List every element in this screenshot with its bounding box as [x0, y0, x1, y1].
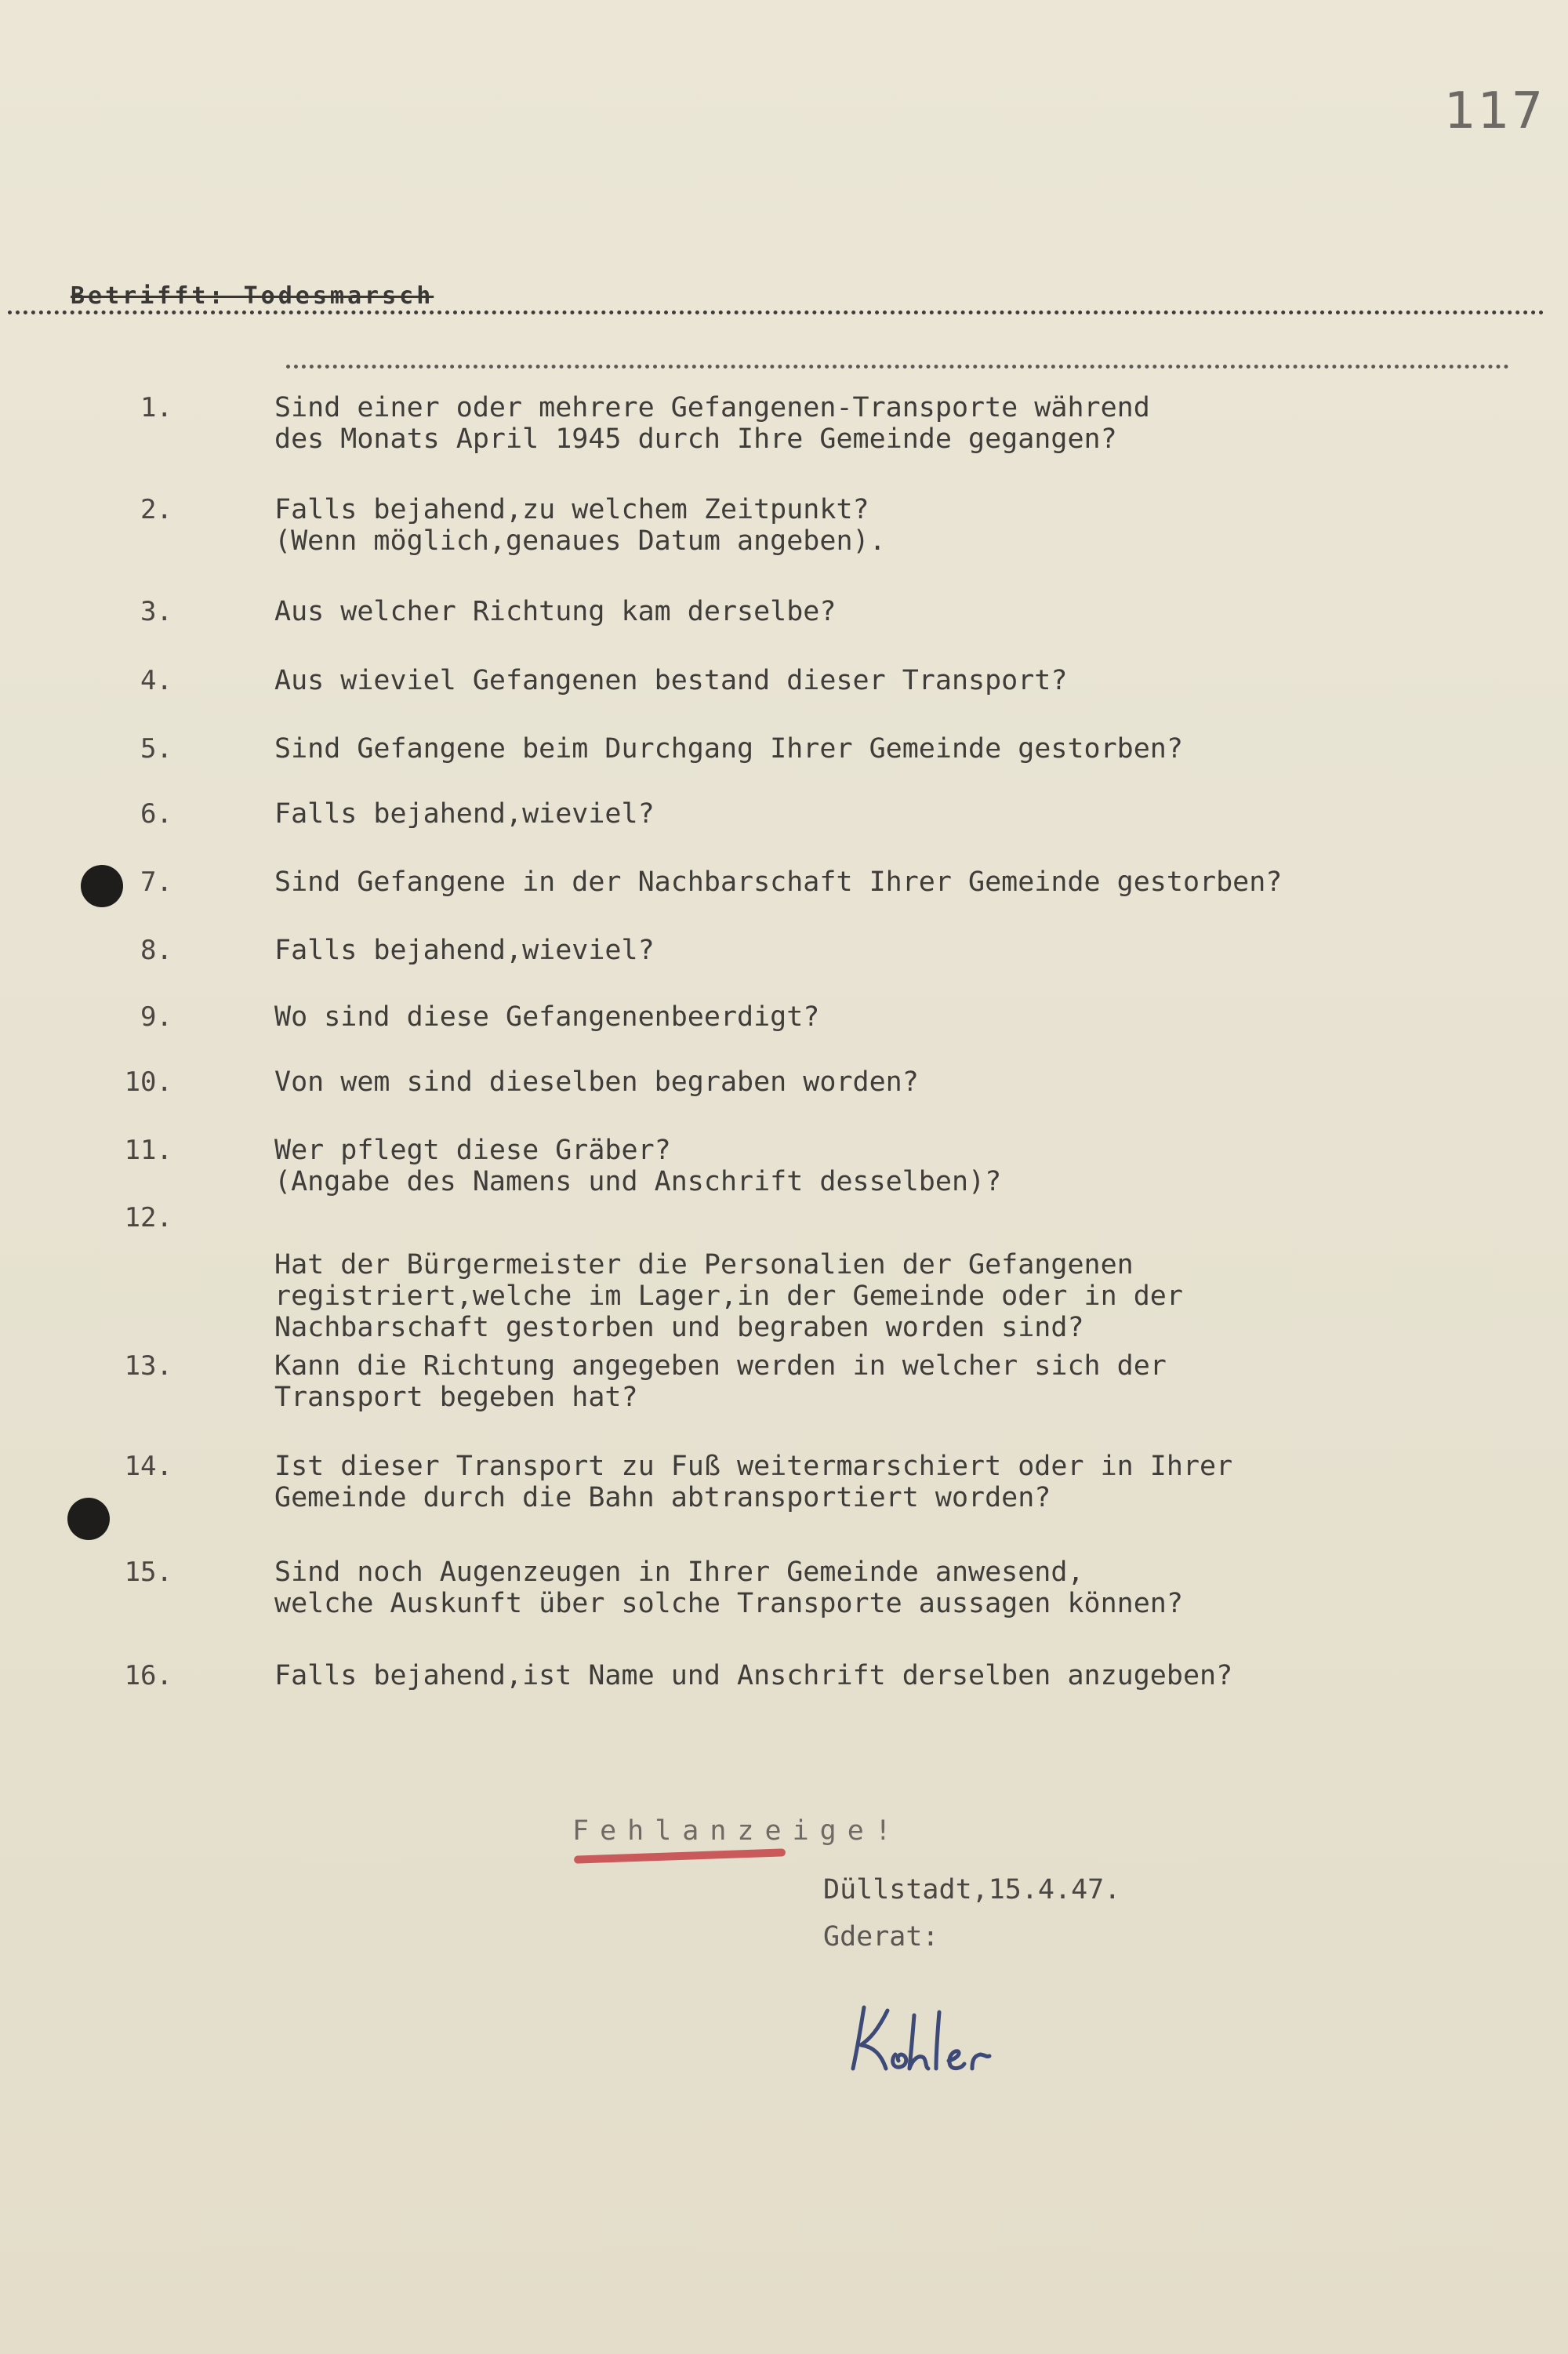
council-label: Gderat: [823, 1921, 939, 1953]
page-number: 117 [1444, 82, 1545, 140]
question-number: 7. [140, 866, 172, 898]
question-text: Falls bejahend,ist Name und Anschrift derselben anzugeben? [274, 1660, 1233, 1691]
question-number: 4. [140, 665, 172, 696]
remark-text: Fehlanzeige! [572, 1815, 902, 1847]
question-text: Falls bejahend,wieviel? [274, 798, 655, 830]
subject-heading: Betrifft: Todesmarsch [71, 282, 434, 310]
question-text: Sind noch Augenzeugen in Ihrer Gemeinde anwesend, welche Auskunft über solche Transporte aussagen können? [274, 1557, 1183, 1619]
question-text: Von wem sind dieselben begraben worden? [274, 1066, 919, 1098]
question-text: Falls bejahend,zu welchem Zeitpunkt? (Wenn möglich,genaues Datum angeben). [274, 494, 886, 557]
question-text: Hat der Bürgermeister die Personalien der Gefangenen registriert,welche im Lager,in der Gemeinde oder in der Nachbarschaft gestorben und begraben worden sind? [274, 1249, 1183, 1343]
punch-hole [67, 1498, 110, 1540]
question-number: 2. [140, 494, 172, 525]
question-number: 9. [140, 1001, 172, 1033]
question-number: 6. [140, 798, 172, 830]
question-text: Aus welcher Richtung kam derselbe? [274, 596, 837, 627]
question-text: Sind einer oder mehrere Gefangenen-Transporte während des Monats April 1945 durch Ihre Gemeinde gegangen? [274, 392, 1150, 455]
question-number: 3. [140, 596, 172, 627]
question-text: Sind Gefangene in der Nachbarschaft Ihrer Gemeinde gestorben? [274, 866, 1283, 898]
question-text: Wer pflegt diese Gräber? (Angabe des Namens und Anschrift desselben)? [274, 1135, 1002, 1197]
place-date: Düllstadt,15.4.47. [823, 1874, 1121, 1905]
question-text: Aus wieviel Gefangenen bestand dieser Transport? [274, 665, 1068, 696]
red-underline [574, 1848, 786, 1863]
question-number: 15. [124, 1557, 172, 1588]
question-text: Ist dieser Transport zu Fuß weitermarschiert oder in Ihrer Gemeinde durch die Bahn abtransportiert worden? [274, 1451, 1233, 1513]
question-text: Kann die Richtung angegeben werden in welcher sich der Transport begeben hat? [274, 1350, 1167, 1413]
question-text: Wo sind diese Gefangenenbeerdigt? [274, 1001, 820, 1033]
question-number: 1. [140, 392, 172, 423]
question-number: 10. [124, 1066, 172, 1098]
question-number: 8. [140, 935, 172, 966]
question-text: Falls bejahend,wieviel? [274, 935, 655, 966]
question-number: 12. [124, 1202, 172, 1233]
punch-hole [81, 865, 123, 907]
signature [847, 1992, 1004, 2081]
question-number: 5. [140, 733, 172, 765]
question-number: 16. [124, 1660, 172, 1691]
subject-dotted-rule [8, 311, 1544, 314]
question-text: Sind Gefangene beim Durchgang Ihrer Gemeinde gestorben? [274, 733, 1183, 765]
subject-line [8, 282, 1544, 321]
question-number: 11. [124, 1135, 172, 1166]
dotted-rule [286, 365, 1509, 369]
question-number: 14. [124, 1451, 172, 1482]
question-number: 13. [124, 1350, 172, 1382]
